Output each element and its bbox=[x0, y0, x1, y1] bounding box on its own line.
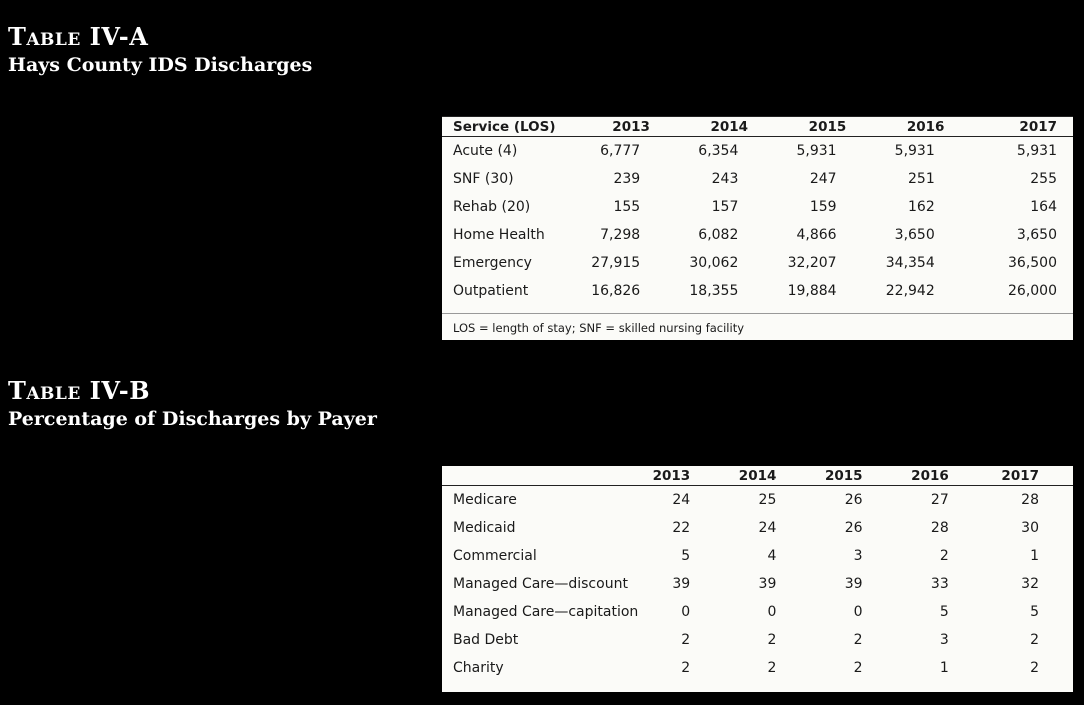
table-b-panel bbox=[442, 466, 1073, 692]
table-cell: 239 bbox=[613, 171, 641, 187]
table-a-footnote: LOS = length of stay; SNF = skilled nursing facility bbox=[442, 313, 1073, 340]
table-cell: 32,207 bbox=[787, 255, 837, 271]
row-label: Charity bbox=[453, 660, 504, 676]
table-cell: 3 bbox=[853, 548, 863, 564]
table-a-header-year: 2017 bbox=[1019, 118, 1057, 135]
table-cell: 4 bbox=[767, 548, 777, 564]
table-b-header-year: 2014 bbox=[738, 467, 777, 484]
table-b-heading bbox=[8, 376, 377, 432]
table-cell: 25 bbox=[758, 492, 777, 508]
table-cell: 251 bbox=[908, 171, 935, 187]
row-label: Bad Debt bbox=[453, 632, 519, 648]
table-cell: 26 bbox=[844, 492, 863, 508]
table-cell: 16,826 bbox=[591, 283, 641, 299]
row-label: Managed Care—discount bbox=[453, 576, 628, 592]
row-label: Medicare bbox=[453, 492, 517, 508]
table-cell: 30,062 bbox=[689, 255, 739, 271]
table-cell: 3,650 bbox=[1016, 227, 1057, 243]
table-cell: 36,500 bbox=[1008, 255, 1057, 271]
table-cell: 5,931 bbox=[894, 143, 935, 159]
table-cell: 30 bbox=[1021, 520, 1039, 536]
table-b-header-year: 2016 bbox=[911, 467, 949, 484]
row-label: Medicaid bbox=[453, 520, 516, 536]
table-cell: 7,298 bbox=[600, 227, 641, 243]
table-cell: 2 bbox=[853, 632, 863, 648]
row-label: Managed Care—capitation bbox=[453, 604, 639, 620]
table-cell: 0 bbox=[853, 604, 863, 620]
table-cell: 3,650 bbox=[894, 227, 935, 243]
table-row bbox=[442, 598, 1073, 626]
table-cell: 2 bbox=[767, 632, 777, 648]
table-cell: 6,777 bbox=[600, 143, 641, 159]
table-cell: 5,931 bbox=[796, 143, 837, 159]
table-cell: 3 bbox=[939, 632, 949, 648]
table-cell: 28 bbox=[1021, 492, 1039, 508]
table-row bbox=[442, 654, 1073, 682]
row-label: Rehab (20) bbox=[453, 199, 531, 215]
payer-percentage-table bbox=[442, 466, 1073, 682]
table-cell: 22 bbox=[672, 520, 691, 536]
row-label: Commercial bbox=[453, 548, 537, 564]
table-cell: 33 bbox=[930, 576, 949, 592]
table-b-header-row bbox=[442, 466, 1073, 486]
table-row bbox=[442, 249, 1073, 277]
table-cell: 162 bbox=[908, 199, 935, 215]
table-cell: 5,931 bbox=[1016, 143, 1057, 159]
row-label: Emergency bbox=[453, 255, 532, 271]
table-cell: 0 bbox=[767, 604, 777, 620]
table-a-header-year: 2015 bbox=[808, 118, 847, 135]
table-b-header-label bbox=[442, 466, 642, 486]
table-cell: 27 bbox=[930, 492, 949, 508]
table-cell: 159 bbox=[809, 199, 837, 215]
table-cell: 32 bbox=[1021, 576, 1039, 592]
table-cell: 1 bbox=[939, 660, 949, 676]
table-cell: 2 bbox=[681, 660, 691, 676]
table-row bbox=[442, 626, 1073, 654]
table-a-header-year: 2014 bbox=[710, 118, 749, 135]
table-cell: 6,354 bbox=[698, 143, 739, 159]
table-cell: 24 bbox=[672, 492, 691, 508]
table-a-header-label: Service (LOS) bbox=[453, 118, 556, 135]
table-cell: 18,355 bbox=[689, 283, 739, 299]
table-cell: 2 bbox=[1030, 660, 1039, 676]
table-cell: 4,866 bbox=[796, 227, 837, 243]
table-cell: 164 bbox=[1030, 199, 1057, 215]
table-b-title: Table IV-B bbox=[8, 376, 151, 405]
table-cell: 6,082 bbox=[698, 227, 739, 243]
table-cell: 2 bbox=[939, 548, 949, 564]
table-a-header-row bbox=[442, 117, 1073, 137]
table-cell: 34,354 bbox=[885, 255, 935, 271]
table-a-heading bbox=[8, 22, 312, 78]
table-cell: 155 bbox=[613, 199, 641, 215]
table-row bbox=[442, 221, 1073, 249]
table-cell: 5 bbox=[681, 548, 691, 564]
table-cell: 22,942 bbox=[885, 283, 935, 299]
row-label: Outpatient bbox=[453, 283, 529, 299]
table-row bbox=[442, 486, 1073, 515]
table-a-title: Table IV-A bbox=[8, 22, 149, 51]
table-cell: 28 bbox=[930, 520, 949, 536]
table-cell: 2 bbox=[767, 660, 777, 676]
table-cell: 255 bbox=[1030, 171, 1057, 187]
table-row bbox=[442, 165, 1073, 193]
table-b-header-year: 2015 bbox=[824, 467, 863, 484]
table-cell: 39 bbox=[758, 576, 777, 592]
table-cell: 2 bbox=[1030, 632, 1039, 648]
table-cell: 26,000 bbox=[1008, 283, 1057, 299]
table-cell: 26 bbox=[844, 520, 863, 536]
table-row bbox=[442, 542, 1073, 570]
table-row bbox=[442, 277, 1073, 305]
table-cell: 2 bbox=[853, 660, 863, 676]
table-a-header-year: 2016 bbox=[906, 118, 945, 135]
table-cell: 243 bbox=[711, 171, 739, 187]
table-a-subtitle: Hays County IDS Discharges bbox=[8, 54, 313, 76]
table-row bbox=[442, 514, 1073, 542]
row-label: SNF (30) bbox=[453, 171, 514, 187]
table-cell: 39 bbox=[844, 576, 863, 592]
table-row bbox=[442, 137, 1073, 166]
table-cell: 157 bbox=[711, 199, 739, 215]
table-cell: 27,915 bbox=[591, 255, 641, 271]
table-a-panel bbox=[442, 116, 1073, 340]
table-row bbox=[442, 193, 1073, 221]
table-cell: 19,884 bbox=[787, 283, 837, 299]
table-b-header-year: 2017 bbox=[1001, 467, 1039, 484]
table-row bbox=[442, 570, 1073, 598]
row-label: Home Health bbox=[453, 227, 545, 243]
table-cell: 2 bbox=[681, 632, 691, 648]
table-a-header-year: 2013 bbox=[612, 118, 650, 135]
table-cell: 0 bbox=[681, 604, 691, 620]
table-b-header-year: 2013 bbox=[652, 467, 691, 484]
table-cell: 5 bbox=[939, 604, 949, 620]
table-cell: 39 bbox=[672, 576, 691, 592]
discharges-table bbox=[442, 116, 1073, 305]
table-cell: 247 bbox=[809, 171, 837, 187]
row-label: Acute (4) bbox=[453, 143, 518, 159]
table-cell: 24 bbox=[758, 520, 777, 536]
table-cell: 5 bbox=[1030, 604, 1039, 620]
table-b-subtitle: Percentage of Discharges by Payer bbox=[8, 408, 377, 430]
table-cell: 1 bbox=[1030, 548, 1039, 564]
